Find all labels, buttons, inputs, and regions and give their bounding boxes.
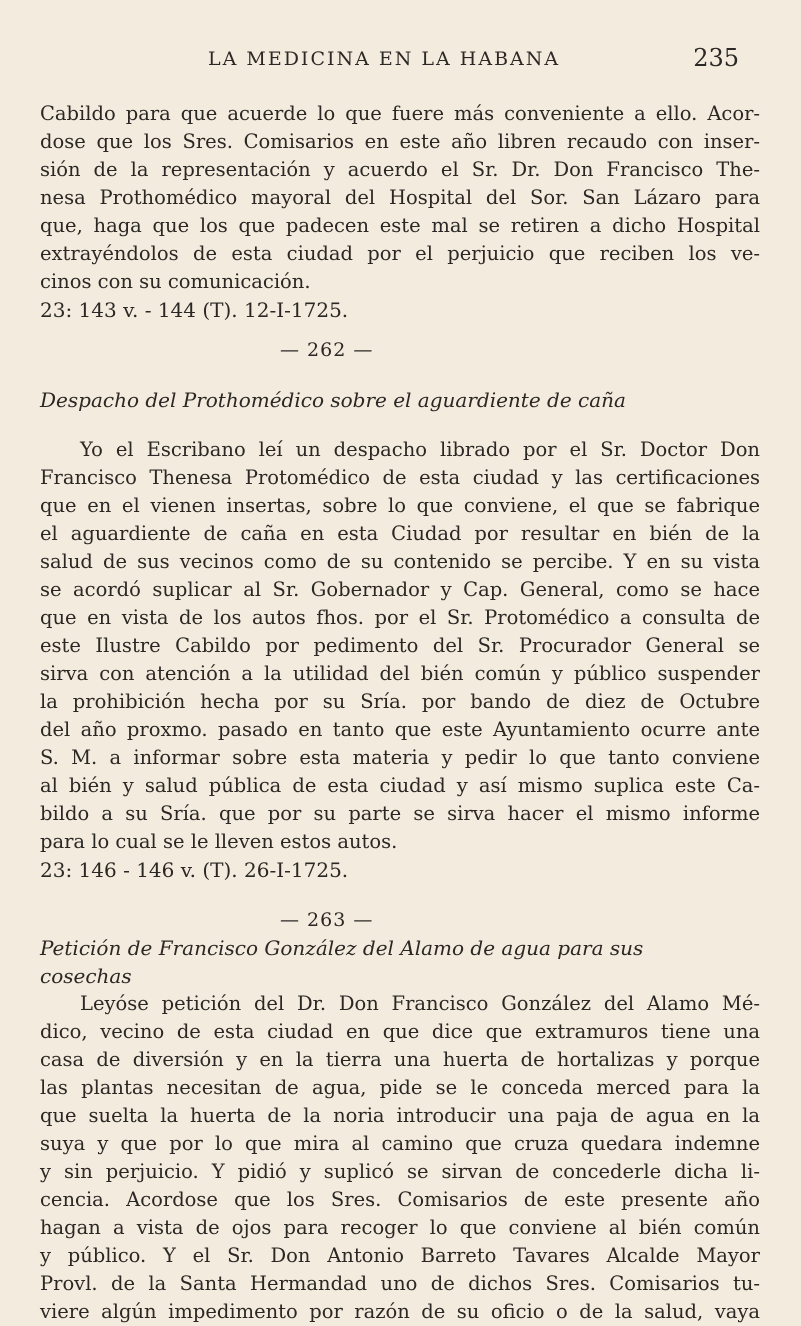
text-line: S. M. a informar sobre esta materia y pedir lo que tanto conviene [40,746,760,769]
text-line: nesa Prothomédico mayoral del Hospital del Sor. San Lázaro para [40,186,760,209]
text-line: el aguardiente de caña en esta Ciudad por resultar en bién de la [40,522,760,545]
text-line: cencia. Acordose que los Sres. Comisarios de este presente año [40,1188,760,1211]
text-line: extrayéndolos de esta ciudad por el perjuicio que reciben los ve- [40,242,760,265]
text-line: bildo a su Sría. que por su parte se sirva hacer el mismo informe [40,802,760,825]
text-line: que, haga que los que padecen este mal se retiren a dicho Hospital [40,214,760,237]
entry-number: — 263 — [280,909,374,931]
text-line: la prohibición hecha por su Sría. por bando de diez de Octubre [40,690,760,713]
archive-reference: 23: 143 v. - 144 (T). 12-I-1725. [40,298,349,322]
entry-262 [40,336,760,884]
running-title: LA MEDICINA EN LA HABANA [208,48,561,70]
text-line: dico, vecino de esta ciudad en que dice que extramuros tiene una [40,1020,760,1043]
text-line: Yo el Escribano leí un despacho librado por el Sr. Doctor Don [80,438,760,461]
text-line: y sin perjuicio. Y pidió y suplicó se sirvan de concederle dicha li- [40,1160,760,1183]
entry-263 [40,906,760,1326]
text-line: dose que los Sres. Comisarios en este año libren recaudo con inser- [40,130,760,153]
text-line: salud de sus vecinos como de su contenido se percibe. Y en su vista [40,550,760,573]
entry-title-continued: cosechas [40,964,132,988]
text-line: cinos con su comunicación. [40,270,311,293]
text-line: este Ilustre Cabildo por pedimento del Sr. Procurador General se [40,634,760,657]
text-line: Leyóse petición del Dr. Don Francisco González del Alamo Mé- [80,992,760,1015]
entry-title: Petición de Francisco González del Alamo de agua para sus [40,936,644,960]
text-line: para lo cual se le lleven estos autos. [40,830,398,853]
entry-261-tail [40,100,760,324]
archive-reference: 23: 146 - 146 v. (T). 26-I-1725. [40,858,349,882]
entry-title: Despacho del Prothomédico sobre el aguardiente de caña [40,388,626,412]
running-head [0,44,801,78]
text-line: sirva con atención a la utilidad del bién común y público suspender [40,662,760,685]
text-line: viere algún impedimento por razón de su oficio o de la salud, vaya [40,1300,760,1323]
page-number: 235 [693,44,739,72]
text-line: Cabildo para que acuerde lo que fuere más conveniente a ello. Acor- [40,102,760,125]
text-line: al bién y salud pública de esta ciudad y así mismo suplica este Ca- [40,774,760,797]
text-line: las plantas necesitan de agua, pide se le conceda merced para la [40,1076,760,1099]
text-line: casa de diversión y en la tierra una huerta de hortalizas y porque [40,1048,760,1071]
text-line: Provl. de la Santa Hermandad uno de dichos Sres. Comisarios tu- [40,1272,760,1295]
text-line: se acordó suplicar al Sr. Gobernador y Cap. General, como se hace [40,578,760,601]
text-line: del año proxmo. pasado en tanto que este Ayuntamiento ocurre ante [40,718,760,741]
text-line: suya y que por lo que mira al camino que cruza quedara indemne [40,1132,760,1155]
text-line: que en vista de los autos fhos. por el Sr. Protomédico a consulta de [40,606,760,629]
text-line: que en el vienen insertas, sobre lo que conviene, el que se fabrique [40,494,760,517]
text-line: y público. Y el Sr. Don Antonio Barreto Tavares Alcalde Mayor [40,1244,760,1267]
entry-number: — 262 — [280,339,374,361]
page-body [40,100,760,1326]
text-line: Francisco Thenesa Protomédico de esta ciudad y las certificaciones [40,466,760,489]
text-line: que suelta la huerta de la noria introducir una paja de agua en la [40,1104,760,1127]
text-line: hagan a vista de ojos para recoger lo que conviene al bién común [40,1216,760,1239]
text-line: sión de la representación y acuerdo el Sr. Dr. Don Francisco The- [40,158,760,181]
